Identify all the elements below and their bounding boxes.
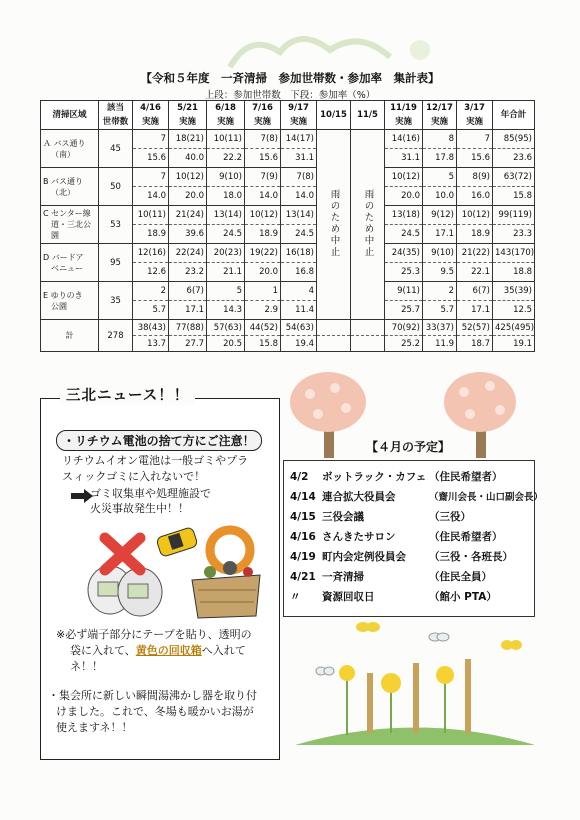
participation-count: 12(16) <box>133 244 169 263</box>
notice-line: ・集会所に新しい瞬間湯沸かし器を取り付 <box>48 689 257 702</box>
participation-count: 16(18) <box>281 244 317 263</box>
header-status: 実施 <box>281 115 317 130</box>
participation-rate: 21.1 <box>207 263 245 282</box>
participation-count: 7 <box>133 130 169 149</box>
participation-count: 7(8) <box>281 168 317 187</box>
participation-count: 9(10) <box>423 244 457 263</box>
participation-rate: 18.9 <box>245 225 281 244</box>
schedule-event: 三役会議 <box>322 511 364 523</box>
participation-rate: 20.0 <box>245 263 281 282</box>
participation-rate: 23.3 <box>493 225 535 244</box>
header-status: 実施 <box>133 115 169 130</box>
participation-count: 5 <box>207 282 245 301</box>
participation-count: 4 <box>281 282 317 301</box>
participation-count: 425(495) <box>493 320 535 336</box>
participation-rate: 24.5 <box>281 225 317 244</box>
household-count: 35 <box>99 282 133 320</box>
participation-rate <box>317 336 351 352</box>
participation-count: 54(63) <box>281 320 317 336</box>
rain-cancel-text: 雨のため中止 <box>328 188 340 258</box>
header-status: 実施 <box>385 115 423 130</box>
participation-count: 13(14) <box>207 206 245 225</box>
participation-rate: 23.6 <box>493 149 535 168</box>
lithium-line: スィックゴミに入れないで！ <box>62 470 206 483</box>
participation-rate: 18.7 <box>457 336 493 352</box>
area-name-line: D バードア <box>43 252 84 262</box>
participation-count: 13(14) <box>281 206 317 225</box>
schedule-event: さんきたサロン <box>322 531 396 543</box>
lithium-text <box>62 453 272 485</box>
schedule-participants: （住民希望者） <box>429 471 503 483</box>
area-name <box>41 282 99 320</box>
header-date: 3/17 <box>457 101 493 116</box>
schedule-date: 4/16 <box>290 531 316 543</box>
schedule-participants: （住民全員） <box>429 571 492 583</box>
header-date: 11/5 <box>351 101 385 130</box>
participation-count: 9(11) <box>385 282 423 301</box>
butterfly-icon <box>429 633 449 641</box>
participation-rate: 14.3 <box>207 301 245 320</box>
header-status: 実施 <box>169 115 207 130</box>
header-date: 6/18 <box>207 101 245 116</box>
header-status: 実施 <box>423 115 457 130</box>
participation-rate: 22.1 <box>457 263 493 282</box>
participation-rate: 17.1 <box>457 301 493 320</box>
schedule-participants: （三役） <box>429 511 471 523</box>
area-name-line: （北） <box>51 187 75 197</box>
participation-rate: 16.8 <box>281 263 317 282</box>
participation-count: 143(170) <box>493 244 535 263</box>
area-name-line: 公園 <box>51 301 67 311</box>
participation-count: 63(72) <box>493 168 535 187</box>
participation-count: 10(12) <box>169 168 207 187</box>
schedule-date: 4/19 <box>290 551 316 563</box>
participation-count <box>351 320 385 336</box>
participation-count: 14(17) <box>281 130 317 149</box>
participation-count: 22(24) <box>169 244 207 263</box>
participation-rate: 22.2 <box>207 149 245 168</box>
area-name-line: B バス通り <box>43 176 84 186</box>
participation-rate: 16.0 <box>457 187 493 206</box>
participation-rate: 5.7 <box>423 301 457 320</box>
cherry-blossom-trees-illustration <box>280 370 530 470</box>
participation-rate: 18.0 <box>207 187 245 206</box>
area-name-line: ベニュー <box>51 263 83 273</box>
participation-rate: 39.6 <box>169 225 207 244</box>
notice-line: けました。これで、冬場も暖かいお湯が <box>56 705 254 718</box>
participation-count: 2 <box>423 282 457 301</box>
april-schedule <box>283 460 544 617</box>
household-count: 278 <box>99 320 133 352</box>
participation-rate: 18.9 <box>457 225 493 244</box>
participation-count: 5 <box>423 168 457 187</box>
notice-line: 使えますネ！！ <box>56 721 133 734</box>
participation-rate: 25.7 <box>385 301 423 320</box>
participation-count: 19(22) <box>245 244 281 263</box>
area-name-line: Ａ バス通り <box>43 138 86 148</box>
schedule-date: 4/15 <box>290 511 316 523</box>
participation-count: 7 <box>457 130 493 149</box>
schedule-date: 4/2 <box>290 471 309 483</box>
participation-count: 21(22) <box>457 244 493 263</box>
participation-count: 70(92) <box>385 320 423 336</box>
header-households-bottom: 世帯数 <box>99 115 133 130</box>
participation-count: 10(11) <box>133 206 169 225</box>
participation-rate: 11.4 <box>281 301 317 320</box>
note-line <box>56 643 276 659</box>
household-count: 45 <box>99 130 133 168</box>
participation-count: 57(63) <box>207 320 245 336</box>
participation-count: 7 <box>133 168 169 187</box>
schedule-date: 4/21 <box>290 571 316 583</box>
lithium-heading: ・リチウム電池の捨て方にご注意！ <box>56 430 262 451</box>
participation-rate: 17.1 <box>423 225 457 244</box>
participation-count: 10(12) <box>385 168 423 187</box>
participation-rate: 18.8 <box>493 263 535 282</box>
participation-rate <box>351 336 385 352</box>
area-name-line: E ゆりのき <box>43 290 83 300</box>
participation-rate: 20.0 <box>385 187 423 206</box>
note-line: ネ！！ <box>70 660 103 673</box>
participation-count: 20(23) <box>207 244 245 263</box>
participation-rate: 11.9 <box>423 336 457 352</box>
news-heading: 三北ニュース！！ <box>60 384 195 405</box>
header-date: 7/16 <box>245 101 281 116</box>
header-date: 5/21 <box>169 101 207 116</box>
table-subtitle: 上段：参加世帯数 下段：参加率（%） <box>204 90 376 101</box>
fire-warning <box>90 486 211 516</box>
header-status: 実施 <box>457 115 493 130</box>
schedule-event: ボットラック・カフェ <box>322 471 427 483</box>
participation-count: 7(9) <box>245 168 281 187</box>
butterfly-icon <box>356 622 380 632</box>
participation-rate: 19.4 <box>281 336 317 352</box>
collection-basket-icon <box>192 561 260 618</box>
butterfly-icon <box>316 667 334 675</box>
schedule-date: 〃 <box>290 591 301 603</box>
lithium-line: リチウムイオン電池は一般ゴミやプラ <box>62 454 249 467</box>
schedule-date: 4/14 <box>290 491 316 503</box>
participation-rate: 10.0 <box>423 187 457 206</box>
schedule-event: 資源回収日 <box>322 591 375 603</box>
rain-cancel-note <box>317 130 351 320</box>
participation-count <box>317 320 351 336</box>
participation-rate: 24.5 <box>207 225 245 244</box>
header-annual: 年合計 <box>493 101 535 130</box>
participation-count: 99(119) <box>493 206 535 225</box>
schedule-event: 町内会定例役員会 <box>322 551 406 563</box>
schedule-participants: （館小 PTA） <box>429 591 497 603</box>
participation-rate: 14.0 <box>281 187 317 206</box>
participation-rate: 31.1 <box>385 149 423 168</box>
header-date: 11/19 <box>385 101 423 116</box>
battery-icon <box>156 527 198 558</box>
participation-count: 6(7) <box>169 282 207 301</box>
area-name-line: 道・三北公園 <box>51 220 91 240</box>
participation-count: 44(52) <box>245 320 281 336</box>
header-area: 清掃区域 <box>41 101 99 130</box>
battery-disposal-illustration <box>80 520 270 620</box>
participation-rate: 13.7 <box>133 336 169 352</box>
participation-rate: 15.6 <box>133 149 169 168</box>
schedule-event: 一斉清掃 <box>322 571 364 583</box>
garbage-bags-icon <box>88 566 162 616</box>
table-body <box>41 130 535 352</box>
participation-count: 7(8) <box>245 130 281 149</box>
participation-count: 10(12) <box>457 206 493 225</box>
household-count: 50 <box>99 168 133 206</box>
note-line: ※必ず端子部分にテープを貼り、透明の <box>56 628 252 641</box>
participation-count: 6(7) <box>457 282 493 301</box>
header-date: 4/16 <box>133 101 169 116</box>
rain-cancel-note <box>351 130 385 320</box>
header-date: 12/17 <box>423 101 457 116</box>
disposal-note <box>56 627 276 675</box>
participation-count: 8 <box>423 130 457 149</box>
participation-count: 85(95) <box>493 130 535 149</box>
participation-count: 77(88) <box>169 320 207 336</box>
participation-count: 8(9) <box>457 168 493 187</box>
participation-count: 9(12) <box>423 206 457 225</box>
participation-count: 35(39) <box>493 282 535 301</box>
schedule-participants: （齋川会長・山口副会長） <box>429 492 544 503</box>
participation-count: 52(57) <box>457 320 493 336</box>
rain-cancel-text: 雨のため中止 <box>362 188 374 258</box>
participation-rate: 20.5 <box>207 336 245 352</box>
warning-line: 火災事故発生中！！ <box>90 502 189 515</box>
area-name-line: C センター線 <box>43 209 91 218</box>
area-name <box>41 130 99 168</box>
participation-count: 14(16) <box>385 130 423 149</box>
schedule-title: 【４月の予定】 <box>366 440 451 454</box>
participation-rate: 25.3 <box>385 263 423 282</box>
household-count: 95 <box>99 244 133 282</box>
participation-rate: 15.6 <box>457 149 493 168</box>
participation-count: 10(12) <box>245 206 281 225</box>
header-date: 10/15 <box>317 101 351 130</box>
area-name: 計 <box>41 320 99 352</box>
participation-count: 33(37) <box>423 320 457 336</box>
participation-rate: 12.5 <box>493 301 535 320</box>
participation-count: 18(21) <box>169 130 207 149</box>
participation-rate: 12.6 <box>133 263 169 282</box>
yellow-box-text: 黄色の回収箱 <box>135 644 202 657</box>
participation-count: 21(24) <box>169 206 207 225</box>
participation-rate: 23.2 <box>169 263 207 282</box>
area-name <box>41 168 99 206</box>
dandelion-butterfly-illustration <box>295 615 535 750</box>
participation-rate: 9.5 <box>423 263 457 282</box>
participation-count: 9(10) <box>207 168 245 187</box>
header-status: 実施 <box>207 115 245 130</box>
header-households-top: 該当 <box>99 101 133 116</box>
participation-rate: 2.9 <box>245 301 281 320</box>
water-heater-notice <box>48 688 276 736</box>
note-text: へ入れて <box>201 644 246 657</box>
participation-count: 10(11) <box>207 130 245 149</box>
table-title: 【令和５年度 一斉清掃 参加世帯数・参加率 集計表】 <box>140 71 440 85</box>
participation-rate: 20.0 <box>169 187 207 206</box>
participation-count: 24(35) <box>385 244 423 263</box>
participation-count: 13(18) <box>385 206 423 225</box>
participation-rate: 17.8 <box>423 149 457 168</box>
cherry-tree-icon <box>290 372 366 458</box>
participation-count: 1 <box>245 282 281 301</box>
area-name-line: （南） <box>51 149 75 159</box>
participation-rate: 15.8 <box>245 336 281 352</box>
household-count: 53 <box>99 206 133 244</box>
schedule-participants: （住民希望者） <box>429 531 503 543</box>
butterfly-icon <box>501 640 522 650</box>
participation-table <box>40 100 535 352</box>
participation-rate: 25.2 <box>385 336 423 352</box>
participation-rate: 24.5 <box>385 225 423 244</box>
schedule-event: 連合拡大役員会 <box>322 491 396 503</box>
warning-line: ゴミ収集車や処理施設で <box>90 487 211 500</box>
participation-rate: 19.1 <box>493 336 535 352</box>
participation-count: 38(43) <box>133 320 169 336</box>
cross-mark-icon <box>105 538 140 570</box>
participation-count: 2 <box>133 282 169 301</box>
participation-rate: 17.1 <box>169 301 207 320</box>
area-name <box>41 244 99 282</box>
participation-rate: 5.7 <box>133 301 169 320</box>
area-name <box>41 206 99 244</box>
participation-rate: 27.7 <box>169 336 207 352</box>
participation-rate: 15.8 <box>493 187 535 206</box>
cherry-tree-icon <box>444 372 516 458</box>
participation-rate: 31.1 <box>281 149 317 168</box>
participation-rate: 15.6 <box>245 149 281 168</box>
header-illustration <box>190 22 450 72</box>
note-text: 袋に入れて、 <box>70 644 136 657</box>
header-date: 9/17 <box>281 101 317 116</box>
participation-rate: 14.0 <box>245 187 281 206</box>
header-status: 実施 <box>245 115 281 130</box>
participation-rate: 18.9 <box>133 225 169 244</box>
schedule-participants: （三役・各班長） <box>429 551 513 563</box>
participation-rate: 40.0 <box>169 149 207 168</box>
participation-rate: 14.0 <box>133 187 169 206</box>
